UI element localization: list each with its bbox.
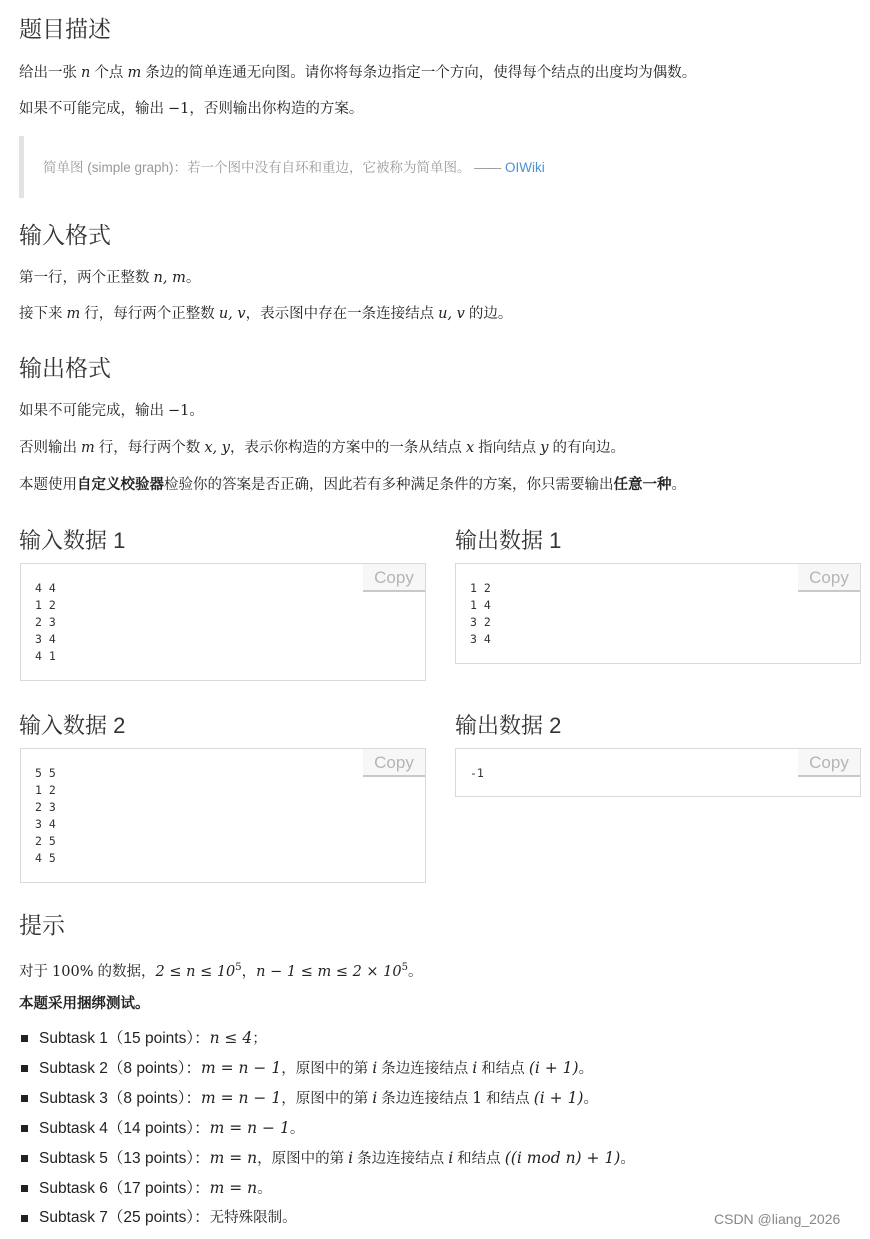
subtask-item <box>19 1024 635 1054</box>
subtask-text: 条边连接结点 <box>353 1151 449 1167</box>
output-format-line-3: 本题使用自定义校验器检验你的答案是否正确，因此若有多种满足条件的方案，你只需要输出任意一种。 <box>19 477 686 493</box>
output-format-line-2: 否则输出 m 行，每行两个数 x, y，表示你构造的方案中的一条从结点 x 指向结点 y 的有向边。 <box>19 440 625 456</box>
hint-heading: 提示 <box>19 912 65 938</box>
copy-button[interactable]: Copy <box>798 564 860 592</box>
input-format-line-1: 第一行，两个正整数 n, m。 <box>19 270 201 286</box>
sample-output-1-box[interactable] <box>455 563 861 664</box>
subtask-formula: n ≤ 4 <box>209 1029 253 1047</box>
hint-constraints: 对于 100% 的数据，$2 \le n \le 10^5$，$n - 1 \le m \le 2 \times 10^5$。 <box>19 962 423 980</box>
sample-output-2-box[interactable] <box>455 748 861 797</box>
subtask-text: ，原图中的第 <box>281 1061 373 1077</box>
subtask-text: 。 <box>620 1151 635 1167</box>
subtask-list <box>19 1024 635 1234</box>
subtask-formula: m = n − 1 <box>200 1089 282 1107</box>
subtask-formula: m = n <box>209 1179 258 1197</box>
copy-button[interactable]: Copy <box>363 749 425 777</box>
subtask-text: 。 <box>578 1061 594 1077</box>
subtask-text: ； <box>252 1031 267 1047</box>
sample-input-1-box[interactable] <box>20 563 426 681</box>
subtask-label: Subtask 2（8 points）： <box>39 1060 201 1077</box>
subtask-text: 条边连接结点 <box>377 1091 473 1107</box>
bullet-icon <box>21 1185 28 1192</box>
csdn-watermark: CSDN @liang_2026 <box>714 1211 841 1227</box>
sample-input-2-title: 输入数据 2 <box>19 713 126 738</box>
subtask-formula: 1 <box>472 1089 483 1107</box>
sample-output-2-content: -1 <box>470 766 484 780</box>
subtask-text: 无特殊限制。 <box>209 1210 297 1226</box>
subtask-text: 和结点 <box>477 1061 529 1077</box>
output-format-line-1: 如果不可能完成，输出 −1。 <box>19 403 204 419</box>
subtask-item <box>19 1054 635 1084</box>
subtask-formula: (i + 1) <box>528 1059 579 1077</box>
definition-blockquote: 简单图 (simple graph)：若一个图中没有自环和重边，它被称为简单图。 —— OIWiki <box>19 136 864 198</box>
subtask-label: Subtask 1（15 points）： <box>39 1030 210 1047</box>
bullet-icon <box>21 1125 28 1132</box>
oiwiki-link[interactable]: OIWiki <box>505 160 545 175</box>
input-format-line-2: 接下来 m 行，每行两个正整数 u, v，表示图中存在一条连接结点 u, v 的边。 <box>19 306 513 322</box>
sample-input-1-content: 4 4 1 2 2 3 3 4 4 1 <box>35 581 56 663</box>
sample-output-2-title: 输出数据 2 <box>455 713 562 738</box>
bullet-icon <box>21 1065 28 1072</box>
sample-output-1-content: 1 2 1 4 3 2 3 4 <box>470 581 491 646</box>
subtask-item <box>19 1144 635 1174</box>
bullet-icon <box>21 1035 28 1042</box>
description-line-2: 如果不可能完成，输出 −1，否则输出你构造的方案。 <box>19 101 364 117</box>
subtask-label: Subtask 6（17 points）： <box>39 1180 210 1197</box>
subtask-formula: i <box>472 1059 478 1077</box>
subtask-formula: ((i mod n) + 1) <box>504 1149 621 1167</box>
bundled-testing-note: 本题采用捆绑测试。 <box>19 996 150 1012</box>
subtask-text: 和结点 <box>482 1091 534 1107</box>
output-format-heading: 输出格式 <box>19 355 111 381</box>
bullet-icon <box>21 1155 28 1162</box>
bullet-icon <box>21 1095 28 1102</box>
subtask-formula: i <box>448 1149 454 1167</box>
subtask-formula: m = n − 1 <box>200 1059 282 1077</box>
bullet-icon <box>21 1215 28 1222</box>
subtask-item <box>19 1084 635 1114</box>
subtask-text: 。 <box>289 1121 305 1137</box>
subtask-text: 。 <box>257 1181 272 1197</box>
description-line-1: 给出一张 n 个点 m 条边的简单连通无向图。请你将每条边指定一个方向，使得每个结点的出度均为偶数。 <box>19 65 697 81</box>
subtask-formula: (i + 1) <box>533 1089 584 1107</box>
subtask-text: ，原图中的第 <box>257 1151 349 1167</box>
copy-button[interactable]: Copy <box>798 749 860 777</box>
subtask-text: ，原图中的第 <box>281 1091 373 1107</box>
subtask-text: 。 <box>583 1091 598 1107</box>
subtask-item <box>19 1114 635 1144</box>
subtask-formula: m = n <box>209 1149 258 1167</box>
sample-output-1-title: 输出数据 1 <box>455 528 562 553</box>
subtask-formula: i <box>372 1059 378 1077</box>
subtask-text: 条边连接结点 <box>377 1061 473 1077</box>
subtask-label: Subtask 4（14 points）： <box>39 1120 210 1137</box>
subtask-formula: i <box>372 1089 378 1107</box>
subtask-formula: i <box>348 1149 354 1167</box>
sample-input-1-title: 输入数据 1 <box>19 528 126 553</box>
subtask-formula: m = n − 1 <box>209 1119 290 1137</box>
subtask-label: Subtask 5（13 points）： <box>39 1150 210 1167</box>
subtask-item <box>19 1204 635 1234</box>
sample-input-2-content: 5 5 1 2 2 3 3 4 2 5 4 5 <box>35 766 56 865</box>
subtask-label: Subtask 7（25 points）： <box>39 1209 210 1226</box>
sample-input-2-box[interactable] <box>20 748 426 883</box>
copy-button[interactable]: Copy <box>363 564 425 592</box>
subtask-text: 和结点 <box>453 1151 505 1167</box>
subtask-label: Subtask 3（8 points）： <box>39 1090 201 1107</box>
description-heading: 题目描述 <box>19 16 111 42</box>
input-format-heading: 输入格式 <box>19 222 111 248</box>
subtask-item <box>19 1174 635 1204</box>
